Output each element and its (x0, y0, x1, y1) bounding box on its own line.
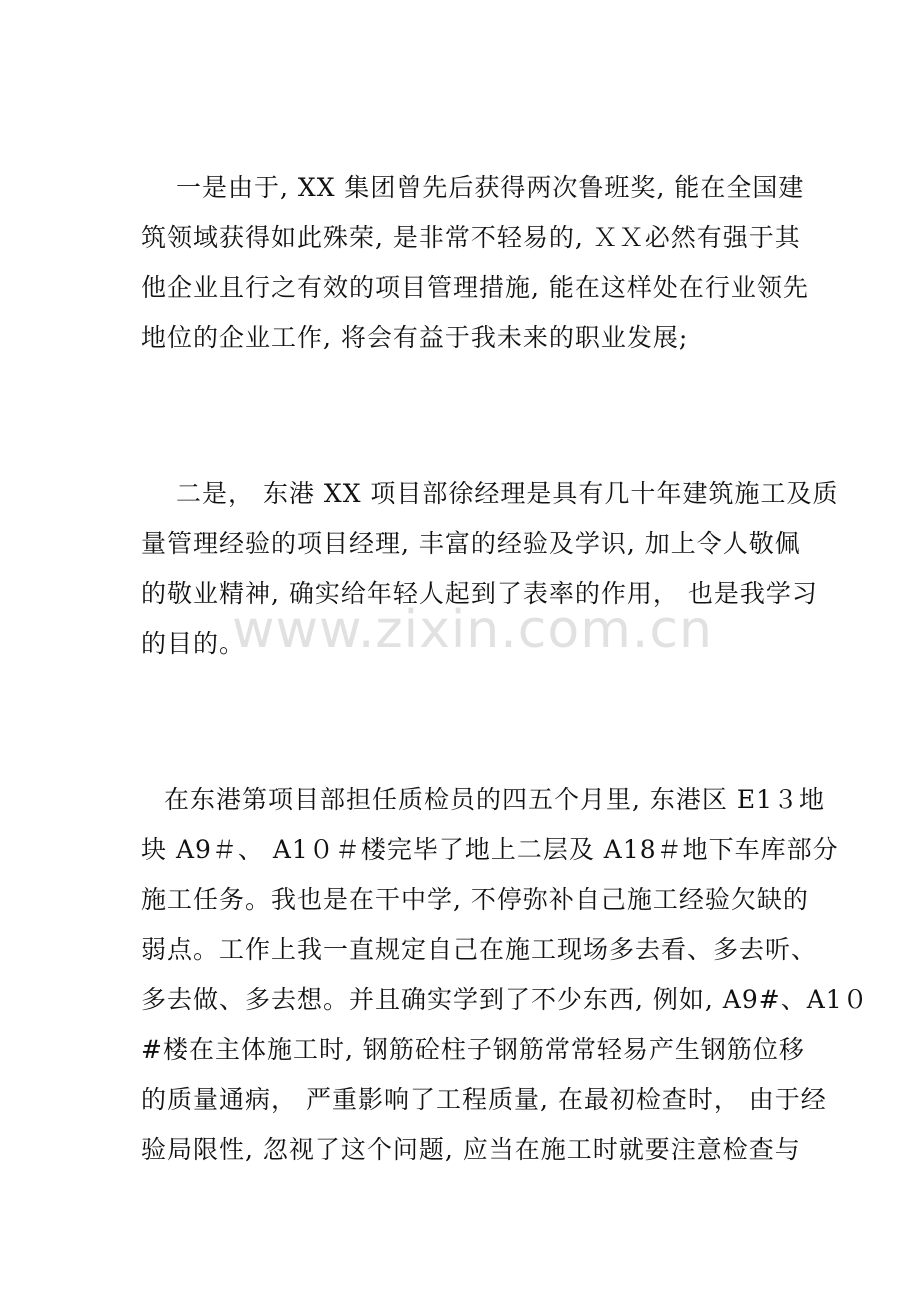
text-line: 量管理经验的项目经理, 丰富的经验及学识, 加上令人敬佩 (141, 529, 801, 558)
text-line: 的目的。 (141, 629, 246, 658)
text-line: 的敬业精神, 确实给年轻人起到了表率的作用， 也是我学习 (141, 579, 818, 608)
text-line: 他企业且行之有效的项目管理措施, 能在这样处在行业领先 (141, 273, 809, 302)
text-line: 块 A9＃、 A1０＃楼完毕了地上二层及 A18＃地下车库部分 (141, 835, 839, 864)
text-line: 地位的企业工作, 将会有益于我未来的职业发展; (141, 323, 689, 352)
text-line: #楼在主体施工时, 钢筋砼柱子钢筋常常轻易产生钢筋位移 (141, 1035, 805, 1064)
text-line: 弱点。工作上我一直规定自己在施工现场多去看、多去听、 (141, 935, 818, 964)
text-line: 施工任务。我也是在干中学, 不停弥补自己施工经验欠缺的 (141, 885, 809, 914)
text-line: 二是， 东港 XX 项目部徐经理是具有几十年建筑施工及质 (176, 479, 839, 508)
text-line: 多去做、多去想。并且确实学到了不少东西, 例如, A9#、A1０ (141, 985, 869, 1014)
text-line: 的质量通病， 严重影响了工程质量, 在最初检查时， 由于经 (141, 1085, 827, 1114)
text-line: 在东港第项目部担任质检员的四五个月里, 东港区 E1３地 (164, 785, 825, 814)
text-line: 一是由于, XX 集团曾先后获得两次鲁班奖, 能在全国建 (176, 173, 805, 202)
text-line: 筑领域获得如此殊荣, 是非常不轻易的, ＸＸ必然有强于其 (141, 223, 801, 252)
watermark: www.zixin.com.cn (232, 600, 713, 660)
text-line: 验局限性, 忽视了这个问题, 应当在施工时就要注意检查与 (141, 1135, 801, 1164)
